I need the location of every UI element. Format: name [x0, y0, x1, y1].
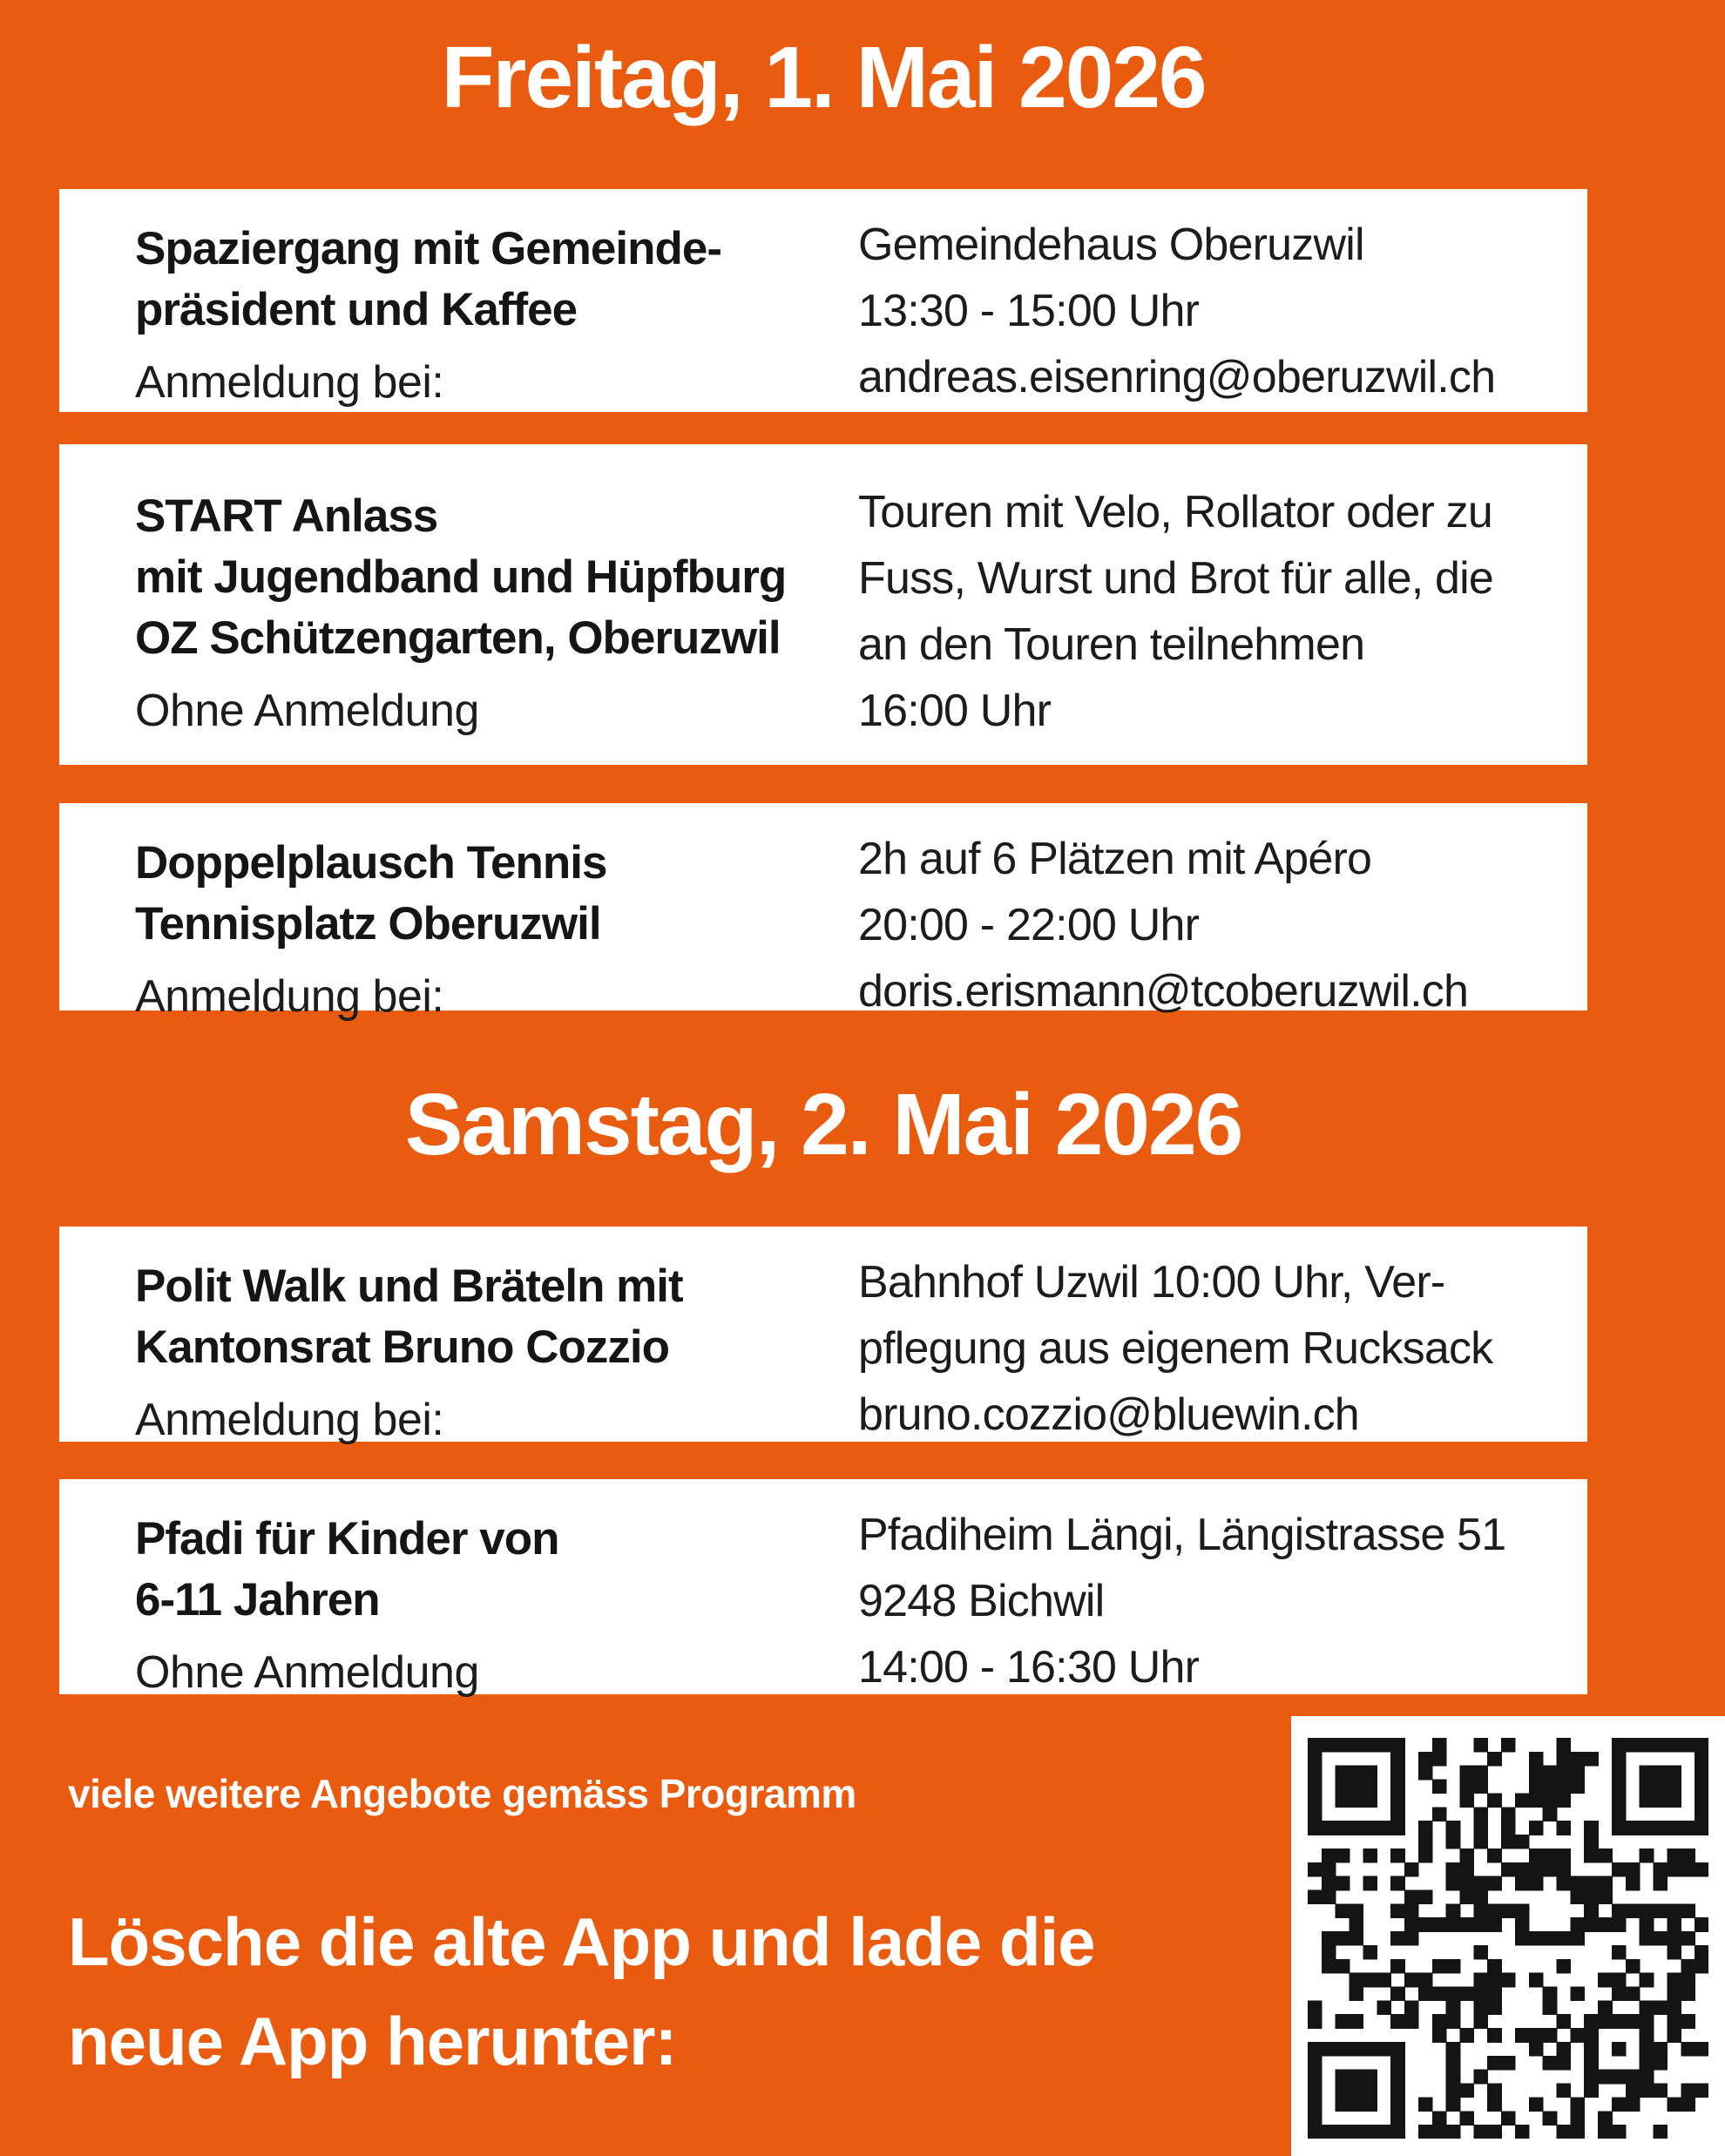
text-line: Pfadiheim Längi, Längistrasse 51 — [858, 1510, 1506, 1560]
event-title — [135, 833, 856, 955]
event-title — [135, 1509, 856, 1631]
text-line: Pfadi für Kinder von — [135, 1513, 559, 1565]
text-line: doris.erismann@tcoberuzwil.ch — [858, 966, 1469, 1017]
event-note: Ohne Anmeldung — [135, 686, 479, 736]
app-cta-text — [68, 1892, 1095, 2091]
text-line: START Anlass — [135, 490, 438, 542]
event-details — [858, 212, 1568, 410]
event-card-polit-walk — [59, 1227, 1587, 1445]
text-line: 13:30 - 15:00 Uhr — [858, 286, 1200, 336]
event-details — [858, 479, 1568, 744]
text-line: Doppelplausch Tennis — [135, 837, 607, 889]
text-line: Fuss, Wurst und Brot für alle, die — [858, 553, 1494, 604]
text-line: 9248 Bichwil — [858, 1576, 1105, 1626]
event-note: Anmeldung bei: — [135, 1395, 444, 1445]
text-line: Touren mit Velo, Rollator oder zu — [858, 487, 1492, 537]
qr-code-pattern — [1308, 1738, 1708, 2139]
text-line: mit Jugendband und Hüpfburg — [135, 551, 787, 603]
text-line: Bahnhof Uzwil 10:00 Uhr, Ver- — [858, 1257, 1445, 1308]
event-note: Anmeldung bei: — [135, 971, 444, 1022]
text-line: bruno.cozzio@bluewin.ch — [858, 1389, 1359, 1440]
text-line: 14:00 - 16:30 Uhr — [858, 1642, 1200, 1693]
text-line: pflegung aus eigenem Rucksack — [858, 1323, 1493, 1374]
text-line: 20:00 - 22:00 Uhr — [858, 900, 1200, 950]
text-line: Gemeindehaus Oberuzwil — [858, 220, 1364, 270]
app-download-qr-code — [1291, 1716, 1725, 2156]
event-card-pfadi — [59, 1479, 1587, 1698]
text-line: Tennisplatz Oberuzwil — [135, 898, 601, 950]
event-details — [858, 1502, 1568, 1700]
text-line: OZ Schützengarten, Oberuzwil — [135, 612, 781, 664]
text-line: an den Touren teilnehmen — [858, 619, 1365, 670]
event-title — [135, 1256, 856, 1378]
event-card-start-anlass — [59, 444, 1587, 765]
event-card-tennis — [59, 803, 1587, 1022]
text-line: andreas.eisenring@oberuzwil.ch — [858, 352, 1496, 402]
day1-heading: Freitag, 1. Mai 2026 — [441, 29, 1206, 126]
event-note: Anmeldung bei: — [135, 357, 444, 408]
text-line: 16:00 Uhr — [858, 686, 1052, 736]
text-line: Lösche die alte App und lade die — [68, 1903, 1095, 1980]
text-line: Polit Walk und Bräteln mit — [135, 1260, 683, 1312]
event-title — [135, 219, 856, 341]
text-line: Kantonsrat Bruno Cozzio — [135, 1321, 669, 1373]
day2-heading: Samstag, 2. Mai 2026 — [404, 1076, 1242, 1173]
more-offers-note: viele weitere Angebote gemäss Programm — [68, 1771, 856, 1816]
event-card-spaziergang — [59, 189, 1587, 412]
event-title — [135, 486, 856, 669]
text-line: 6-11 Jahren — [135, 1574, 380, 1625]
event-note: Ohne Anmeldung — [135, 1647, 479, 1698]
text-line: neue App herunter: — [68, 2003, 677, 2079]
text-line: Spaziergang mit Gemeinde- — [135, 223, 721, 274]
event-details — [858, 1249, 1568, 1448]
event-details — [858, 826, 1568, 1024]
text-line: präsident und Kaffee — [135, 284, 578, 335]
text-line: 2h auf 6 Plätzen mit Apéro — [858, 834, 1372, 884]
